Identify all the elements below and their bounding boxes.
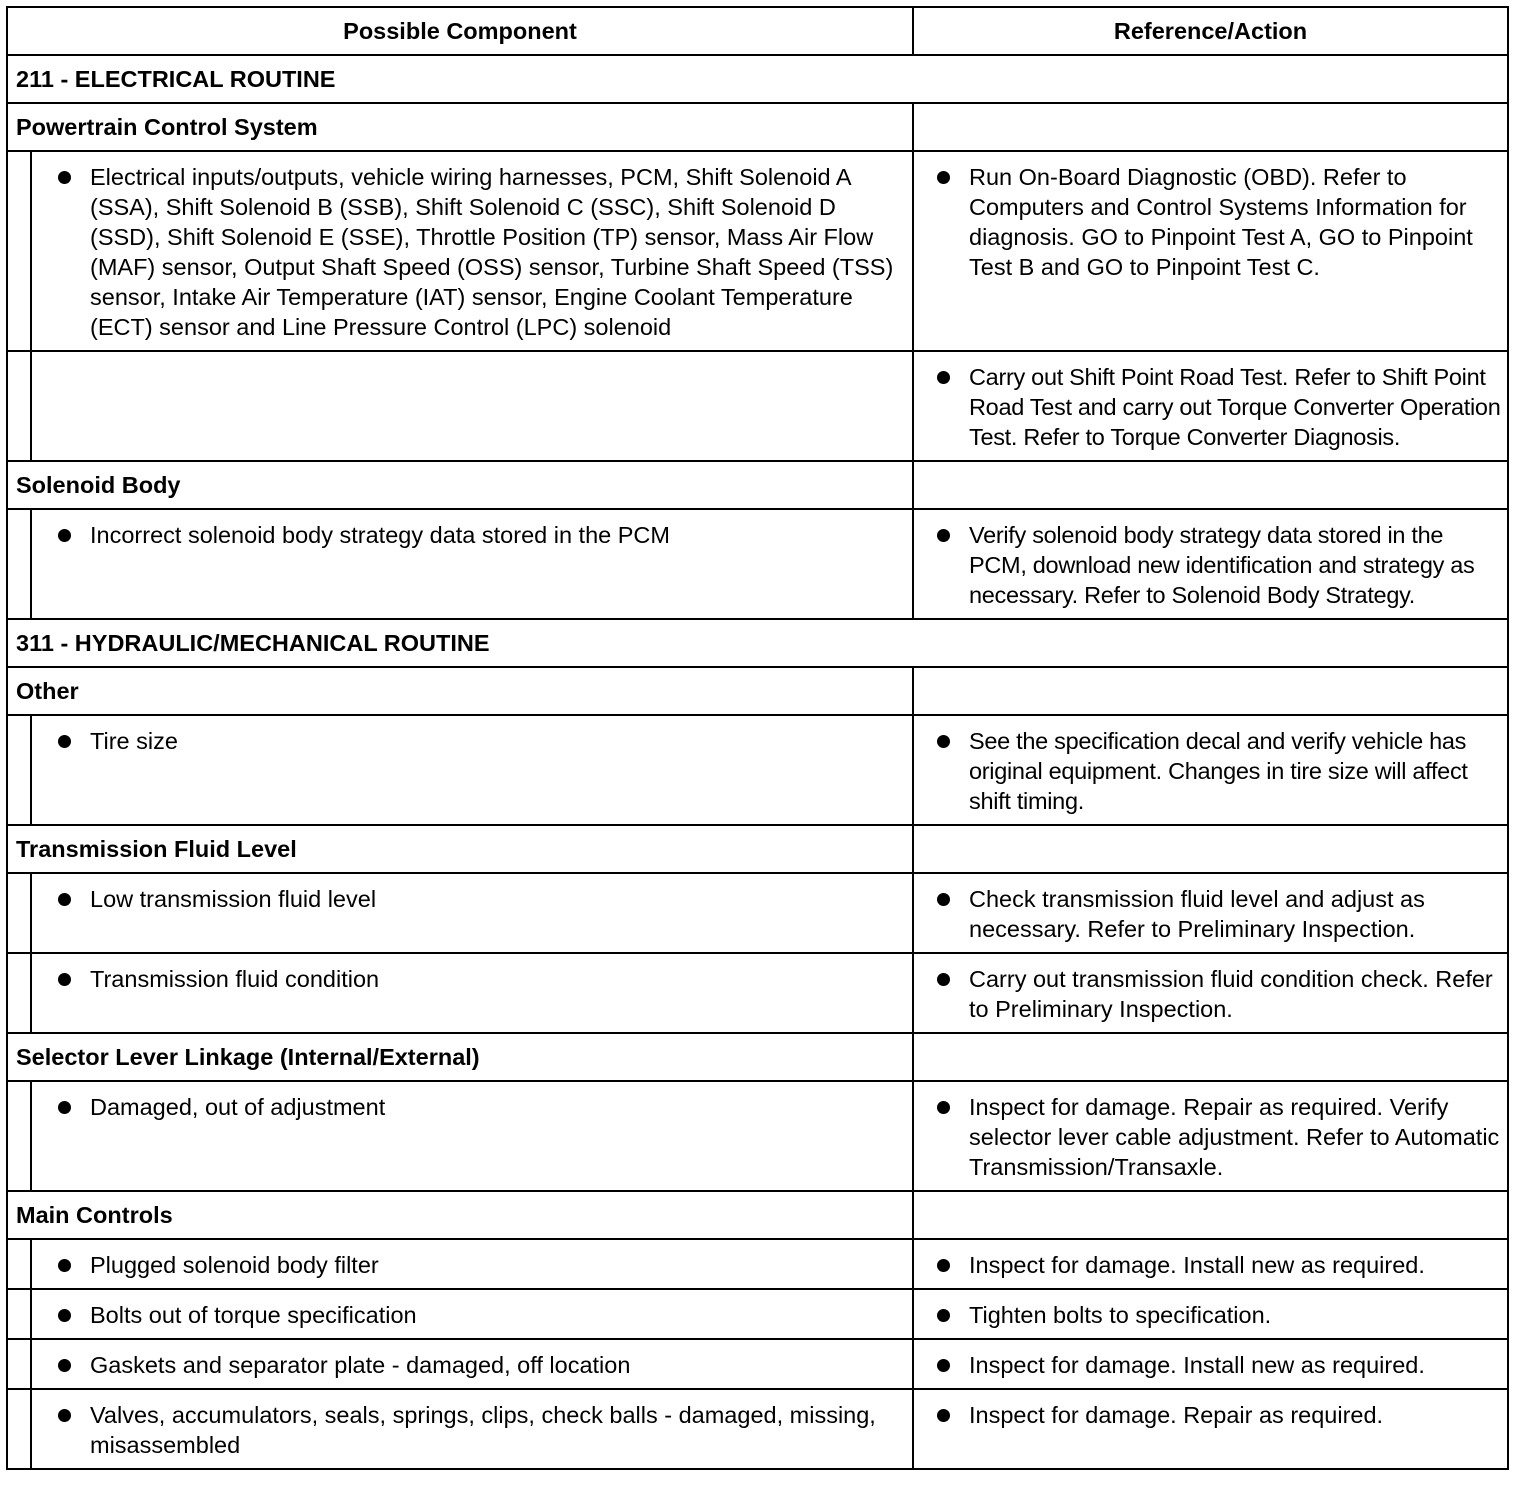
group-ref-empty: [913, 461, 1508, 509]
component-cell-empty: [31, 351, 913, 461]
table-row: [7, 1339, 1508, 1389]
component-text: Gaskets and separator plate - damaged, off location: [90, 1352, 631, 1378]
bullet-icon: [58, 735, 71, 748]
bullet-icon: [58, 529, 71, 542]
component-cell: [31, 509, 913, 619]
bullet-icon: [937, 1409, 950, 1422]
component-text: Electrical inputs/outputs, vehicle wiring harnesses, PCM, Shift Solenoid A (SSA), Shift Solenoid B (SSB), Shift Solenoid C (SSC), Shift Solenoid D (SSD), Shift Solenoid E (SSE), Throttle Position (TP) sensor, Mass Air Flow (MAF) sensor, Output Shaft Speed (OSS) sensor, Turbine Shaft Speed (TSS) sensor, Intake Air Temperature (IAT) sensor, Engine Coolant Temperature (ECT) sensor and Line Pressure Control (LPC) solenoid: [90, 164, 894, 340]
bullet-icon: [937, 1309, 950, 1322]
group-title: Other: [7, 667, 913, 715]
table-row: [7, 509, 1508, 619]
bullet-icon: [937, 893, 950, 906]
reference-text: Inspect for damage. Repair as required. Verify selector lever cable adjustment. Refer to Automatic Transmission/Transaxle.: [969, 1094, 1500, 1180]
component-text: Incorrect solenoid body strategy data stored in the PCM: [90, 522, 670, 548]
group-ref-empty: [913, 825, 1508, 873]
group-row: [7, 667, 1508, 715]
indent-cell: [7, 509, 31, 619]
reference-text: Tighten bolts to specification.: [969, 1302, 1272, 1328]
reference-cell: [913, 1289, 1508, 1339]
bullet-icon: [58, 1359, 71, 1372]
diagnostic-table: [6, 6, 1509, 1470]
component-cell: [31, 1081, 913, 1191]
indent-cell: [7, 1081, 31, 1191]
reference-text: See the specification decal and verify vehicle has original equipment. Changes in tire size will affect shift timing.: [969, 728, 1468, 814]
reference-text: Carry out transmission fluid condition check. Refer to Preliminary Inspection.: [969, 966, 1493, 1022]
indent-cell: [7, 1389, 31, 1469]
component-text: Bolts out of torque specification: [90, 1302, 417, 1328]
header-reference-action: Reference/Action: [913, 7, 1508, 55]
header-possible-component: Possible Component: [7, 7, 913, 55]
group-title: Transmission Fluid Level: [7, 825, 913, 873]
component-cell: [31, 1289, 913, 1339]
bullet-icon: [937, 1359, 950, 1372]
bullet-icon: [937, 735, 950, 748]
header-row: [7, 7, 1508, 55]
group-row: [7, 1191, 1508, 1239]
reference-text: Run On-Board Diagnostic (OBD). Refer to Computers and Control Systems Information for diagnosis. GO to Pinpoint Test A, GO to Pinpoint Test B and GO to Pinpoint Test C.: [969, 164, 1473, 280]
table-row: [7, 1389, 1508, 1469]
bullet-icon: [937, 371, 950, 384]
component-text: Low transmission fluid level: [90, 886, 377, 912]
reference-text: Inspect for damage. Install new as required.: [969, 1352, 1425, 1378]
bullet-icon: [58, 973, 71, 986]
component-text: Valves, accumulators, seals, springs, clips, check balls - damaged, missing, misassembled: [90, 1402, 876, 1458]
reference-cell: [913, 1389, 1508, 1469]
bullet-icon: [58, 1409, 71, 1422]
reference-cell: [913, 1339, 1508, 1389]
indent-cell: [7, 1289, 31, 1339]
reference-cell: [913, 715, 1508, 825]
bullet-icon: [937, 973, 950, 986]
component-cell: [31, 953, 913, 1033]
component-cell: [31, 715, 913, 825]
reference-text: Verify solenoid body strategy data stored in the PCM, download new identification and strategy as necessary. Refer to Solenoid Body Strategy.: [969, 522, 1475, 608]
reference-cell: [913, 1239, 1508, 1289]
table-row: [7, 1081, 1508, 1191]
component-cell: [31, 873, 913, 953]
component-cell: [31, 151, 913, 351]
indent-cell: [7, 873, 31, 953]
reference-cell: [913, 873, 1508, 953]
bullet-icon: [937, 529, 950, 542]
group-title: Solenoid Body: [7, 461, 913, 509]
bullet-icon: [58, 171, 71, 184]
group-title: Powertrain Control System: [7, 103, 913, 151]
indent-cell: [7, 1339, 31, 1389]
table-row: [7, 1289, 1508, 1339]
group-ref-empty: [913, 1033, 1508, 1081]
table-row: [7, 873, 1508, 953]
table-row: [7, 351, 1508, 461]
group-row: [7, 825, 1508, 873]
table-row: [7, 715, 1508, 825]
table-row: [7, 151, 1508, 351]
indent-cell: [7, 151, 31, 351]
reference-text: Inspect for damage. Repair as required.: [969, 1402, 1384, 1428]
indent-cell: [7, 953, 31, 1033]
component-cell: [31, 1389, 913, 1469]
group-ref-empty: [913, 103, 1508, 151]
component-cell: [31, 1239, 913, 1289]
routine-row: [7, 55, 1508, 103]
component-text: Damaged, out of adjustment: [90, 1094, 386, 1120]
reference-text: Carry out Shift Point Road Test. Refer to Shift Point Road Test and carry out Torque Converter Operation Test. Refer to Torque Converter Diagnosis.: [969, 364, 1501, 450]
table-row: [7, 1239, 1508, 1289]
reference-cell: [913, 1081, 1508, 1191]
routine-row: [7, 619, 1508, 667]
routine-title: 211 - ELECTRICAL ROUTINE: [7, 55, 1508, 103]
group-title: Selector Lever Linkage (Internal/External): [7, 1033, 913, 1081]
reference-cell: [913, 953, 1508, 1033]
component-text: Tire size: [90, 728, 178, 754]
group-title: Main Controls: [7, 1191, 913, 1239]
bullet-icon: [937, 171, 950, 184]
bullet-icon: [58, 1309, 71, 1322]
table-row: [7, 953, 1508, 1033]
group-ref-empty: [913, 667, 1508, 715]
routine-title: 311 - HYDRAULIC/MECHANICAL ROUTINE: [7, 619, 1508, 667]
component-text: Transmission fluid condition: [90, 966, 380, 992]
indent-cell: [7, 715, 31, 825]
group-row: [7, 103, 1508, 151]
bullet-icon: [937, 1259, 950, 1272]
reference-cell: [913, 351, 1508, 461]
reference-text: Inspect for damage. Install new as required.: [969, 1252, 1425, 1278]
indent-cell: [7, 351, 31, 461]
reference-cell: [913, 509, 1508, 619]
bullet-icon: [58, 893, 71, 906]
group-row: [7, 461, 1508, 509]
reference-cell: [913, 151, 1508, 351]
indent-cell: [7, 1239, 31, 1289]
reference-text: Check transmission fluid level and adjust as necessary. Refer to Preliminary Inspection.: [969, 886, 1425, 942]
bullet-icon: [58, 1101, 71, 1114]
bullet-icon: [58, 1259, 71, 1272]
bullet-icon: [937, 1101, 950, 1114]
component-text: Plugged solenoid body filter: [90, 1252, 379, 1278]
component-cell: [31, 1339, 913, 1389]
group-ref-empty: [913, 1191, 1508, 1239]
group-row: [7, 1033, 1508, 1081]
